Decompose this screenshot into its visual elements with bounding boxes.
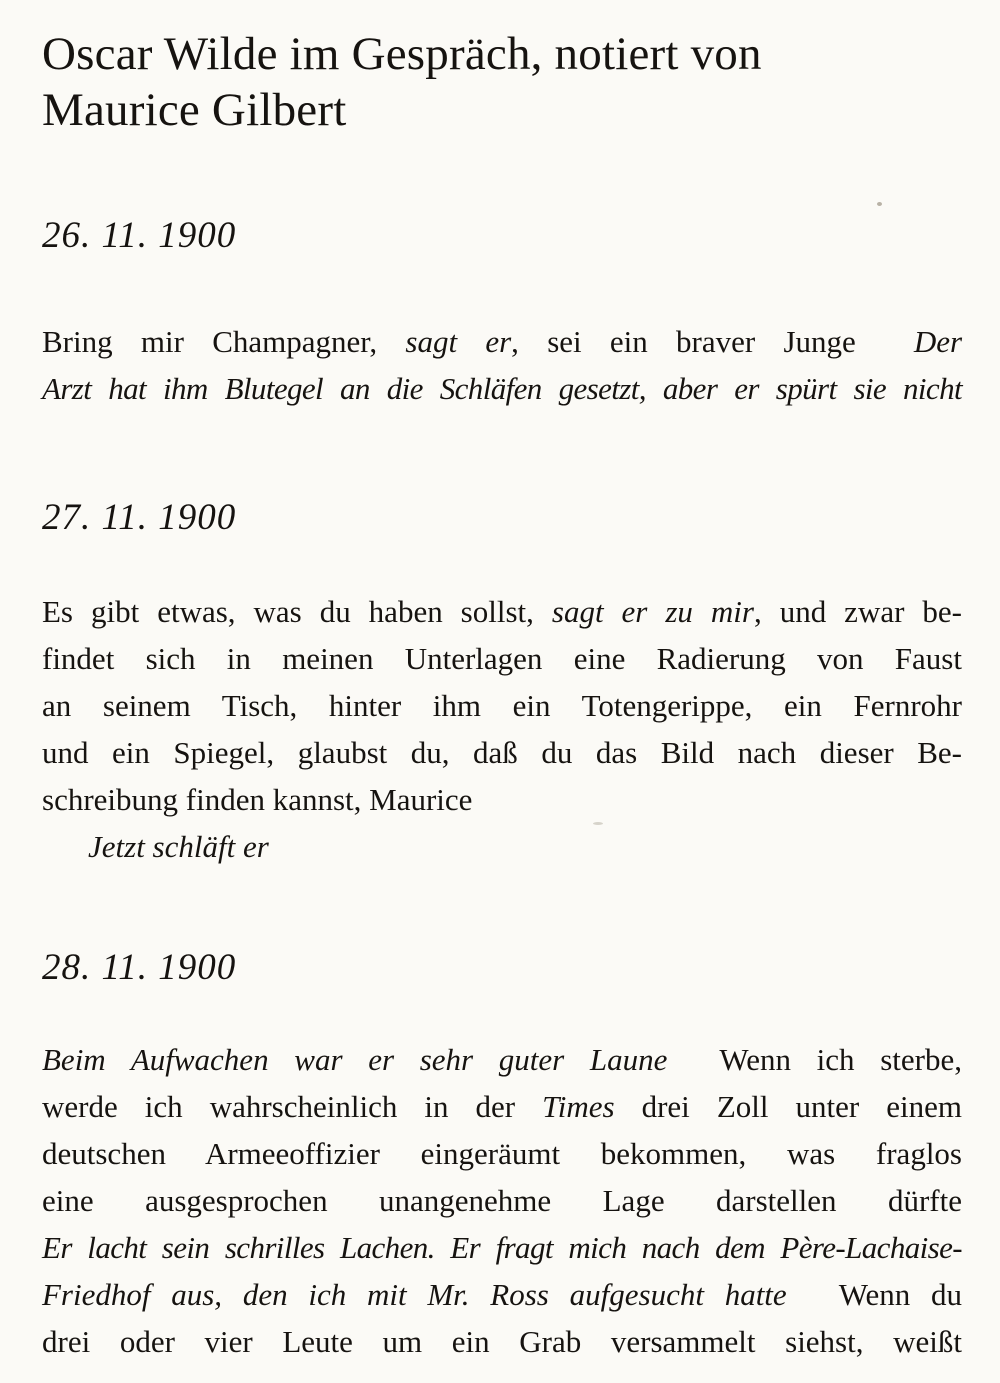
entry-paragraph: [42, 588, 962, 870]
text-line: [42, 1318, 962, 1365]
text-line: [42, 1224, 962, 1271]
italic-text-segment: sagt er: [405, 324, 512, 359]
text-line: [42, 1083, 962, 1130]
entry-paragraph: [42, 1036, 962, 1365]
page-title-line: Maurice Gilbert: [42, 84, 347, 136]
text-segment: eine ausgesprochen unangenehme Lage darstellen dürfte: [42, 1183, 962, 1218]
entry-date: 27. 11. 1900: [42, 497, 237, 538]
text-segment: drei oder vier Leute um ein Grab versammelt siehst, weißt: [42, 1324, 962, 1359]
text-line: [42, 1036, 962, 1083]
diary-entry: [42, 214, 962, 412]
text-line: [42, 1130, 962, 1177]
text-segment: findet sich in meinen Unterlagen eine Radierung von Faust: [42, 641, 962, 676]
entry-paragraph: [42, 318, 962, 412]
diary-entries: [42, 214, 962, 1365]
text-line: [42, 588, 962, 635]
diary-entry: [42, 946, 962, 1365]
text-line: [42, 776, 962, 823]
text-segment: Bring mir Champagner,: [42, 324, 406, 359]
entry-date: 26. 11. 1900: [42, 215, 237, 256]
page-title: [42, 26, 962, 138]
text-segment: deutschen Armeeoffizier eingeräumt bekommen, was fraglos: [42, 1136, 962, 1171]
text-line: [42, 1271, 962, 1318]
text-segment: werde ich wahrscheinlich in der: [42, 1089, 543, 1124]
italic-text-segment: Arzt hat ihm Blutegel an die Schläfen gesetzt, aber er spürt sie nicht: [42, 371, 962, 406]
text-segment: Wenn du: [838, 1277, 962, 1312]
italic-text-segment: Beim Aufwachen war er sehr guter Laune: [42, 1042, 668, 1077]
page-title-line: Oscar Wilde im Gespräch, notiert von: [42, 28, 762, 80]
text-line: [42, 682, 962, 729]
text-segment: Es gibt etwas, was du haben sollst,: [42, 594, 552, 629]
scan-speck: [877, 202, 882, 206]
text-segment: schreibung finden kannst, Maurice: [42, 782, 473, 817]
italic-text-segment: Der: [913, 324, 963, 359]
diary-entry: [42, 496, 962, 870]
text-segment: und ein Spiegel, glaubst du, daß du das Bild nach dieser Be-: [42, 735, 962, 770]
text-line: [42, 729, 962, 776]
italic-text-segment: Jetzt schläft er: [88, 829, 269, 864]
text-segment: , und zwar be-: [753, 594, 962, 629]
text-line: [42, 318, 962, 365]
text-segment: an seinem Tisch, hinter ihm ein Totengerippe, ein Fernrohr: [42, 688, 962, 723]
text-line: [42, 823, 962, 870]
italic-text-segment: Friedhof aus, den ich mit Mr. Ross aufgesucht hatte: [42, 1277, 787, 1312]
scan-speck: [593, 822, 603, 825]
italic-text-segment: Times: [542, 1089, 615, 1124]
italic-text-segment: Er lacht sein schrilles Lachen. Er fragt mich nach dem Père-Lachaise-: [42, 1230, 962, 1265]
text-segment: , sei ein braver Junge: [511, 324, 856, 359]
text-line: [42, 1177, 962, 1224]
italic-text-segment: sagt er zu mir: [551, 594, 754, 629]
text-segment: Wenn ich sterbe,: [719, 1042, 962, 1077]
text-line: [42, 635, 962, 682]
text-line: [42, 365, 962, 412]
text-segment: drei Zoll unter einem: [614, 1089, 963, 1124]
entry-date: 28. 11. 1900: [42, 947, 237, 988]
